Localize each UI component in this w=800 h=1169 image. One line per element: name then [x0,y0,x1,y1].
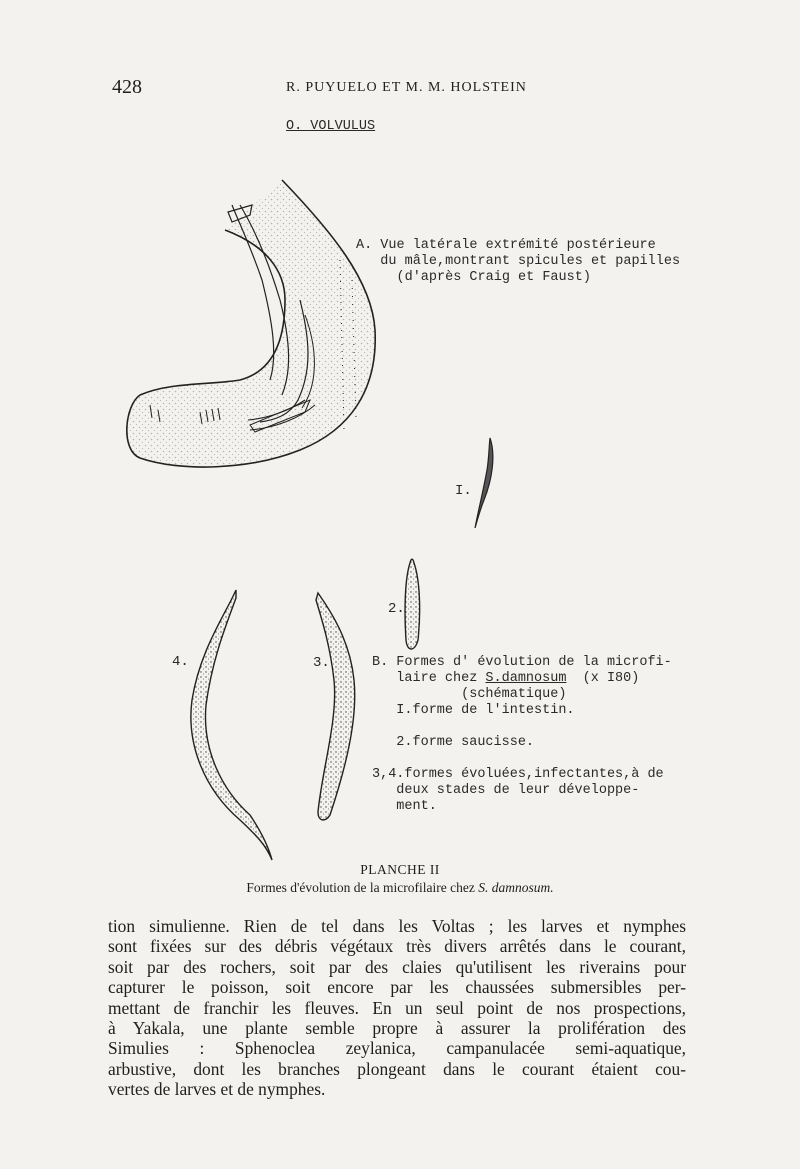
plate-caption [0,880,800,896]
part-b-line-1: B. Formes d' évolution de la microfi- [372,655,672,670]
part-b-line-3: (schématique) [372,687,567,702]
body-line: vertes de larves et de nymphes. [108,1079,326,1100]
running-head: R. PUYUELO ET M. M. HOLSTEIN [286,80,527,95]
larva-form-1-drawing [475,438,493,528]
part-b-line-8: ment. [372,799,437,814]
part-b-line-7: deux stades de leur développe- [372,783,640,798]
body-line: arbustive, dont les branches plongeant dans le courant étaient cou- [108,1058,686,1079]
part-b-line-4: I.forme de l'intestin. [372,703,575,718]
larva-label-2: 2. [388,601,405,617]
larva-form-2-drawing [405,559,420,649]
male-tail-drawing [127,180,375,467]
larva-form-4-drawing [191,590,272,860]
body-line: tion simulienne. Rien de tel dans les Voltas ; les larves et nymphes [108,916,686,936]
part-a-line-3: (d'après Craig et Faust) [356,270,591,285]
plate-caption-species: S. damnosum. [478,880,554,895]
part-a-line-1: A. Vue latérale extrémité postérieure [356,238,656,253]
figure-title: O. VOLVULUS [286,119,376,134]
body-line: mettant de franchir les fleuves. En un seul point de nos prospections, [108,997,686,1018]
larva-label-4: 4. [172,654,189,670]
body-line: soit par des rochers, soit par des claies qu'utilisent les riverains pour [108,956,686,977]
body-paragraph [108,916,686,1100]
figure-part-b-legend [372,655,672,815]
body-line: à Yakala, une plante semble propre à assurer la prolifération des [108,1018,686,1039]
figure-part-a-legend [356,238,680,286]
part-a-line-2: du mâle,montrant spicules et papilles [356,254,681,269]
part-b-line-6: 3,4.formes évoluées,infectantes,à de [372,767,664,782]
part-b-line-5: 2.forme saucisse. [372,735,535,750]
larva-label-3: 3. [313,655,330,671]
larva-label-1: I. [455,483,472,499]
plate-caption-text: Formes d'évolution de la microfilaire chez [246,880,479,895]
part-b-species: S.damnosum [485,671,567,686]
body-line: capturer le poisson, soit encore par les chaussées submersibles per- [108,977,686,998]
body-line: Simulies : Sphenoclea zeylanica, campanulacée semi-aquatique, [108,1038,686,1059]
part-b-magnification: (x I80) [566,671,640,686]
larva-form-3-drawing [316,593,355,820]
part-b-line-2-pre: laire chez [372,671,486,686]
body-line: sont fixées sur des débris végétaux très divers arrêtés dans le courant, [108,936,686,957]
page-number: 428 [112,76,142,98]
plate-title: PLANCHE II [360,862,440,877]
